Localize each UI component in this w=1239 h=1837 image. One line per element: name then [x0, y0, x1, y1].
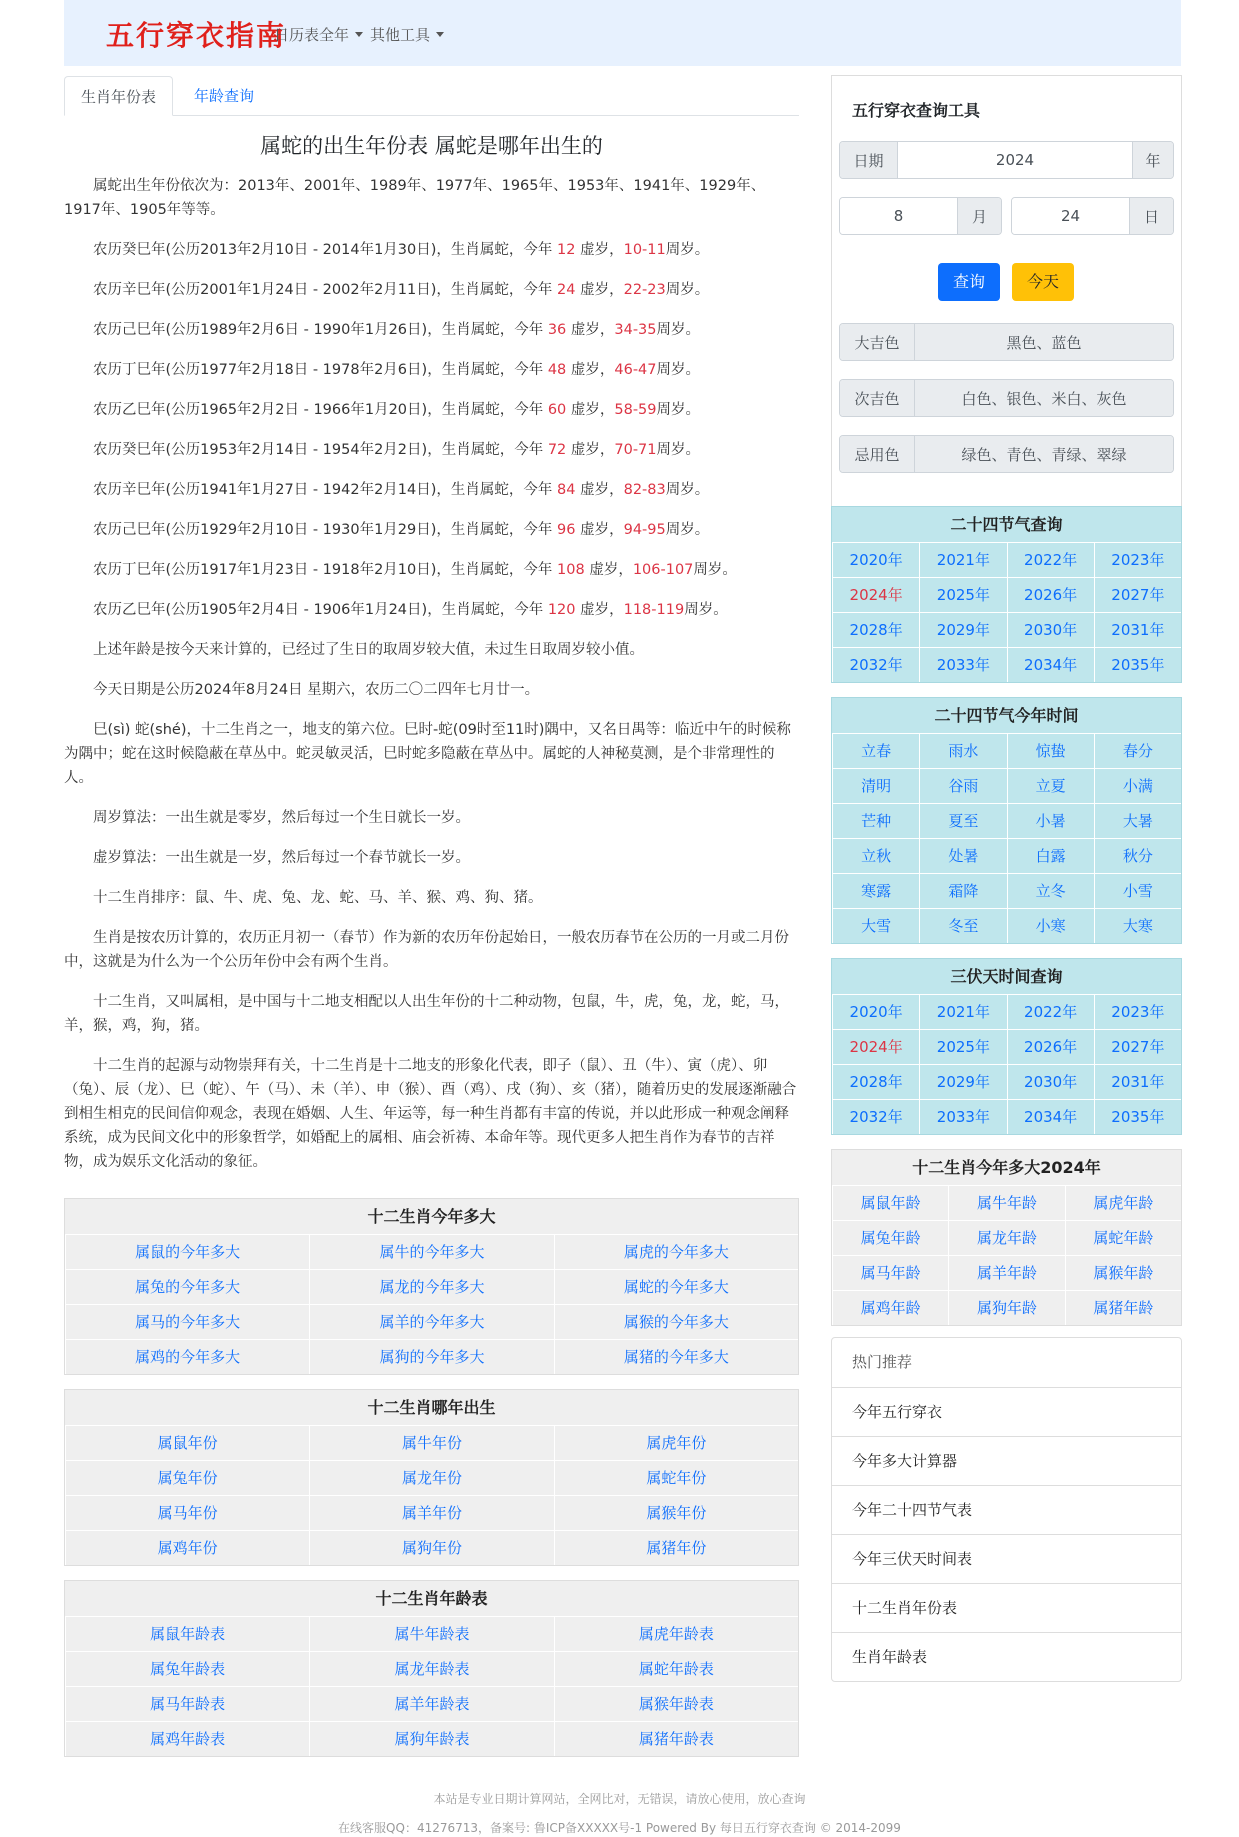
table-link[interactable]: 2025年: [919, 1029, 1006, 1064]
table-link[interactable]: 大雪: [832, 908, 919, 943]
table-link[interactable]: 属鼠年龄表: [65, 1616, 309, 1651]
table-link[interactable]: 秋分: [1094, 838, 1181, 873]
xu-suffix: 虚岁，: [575, 602, 624, 618]
year-row-text: 农历丁巳年(公历1977年2月18日 - 1978年2月6日)，生肖属蛇，今年: [93, 362, 548, 378]
table-link[interactable]: 属兔年份: [65, 1460, 309, 1495]
table-link[interactable]: 2021年: [919, 542, 1006, 577]
paragraph-list: [64, 638, 799, 1174]
zhou-suffix: 周岁。: [656, 362, 701, 378]
table-title: 二十四节气今年时间: [934, 706, 1079, 725]
avoid-color-row: [839, 435, 1174, 473]
table-link[interactable]: 属鸡的今年多大: [65, 1339, 309, 1374]
table-link[interactable]: 属牛年份: [309, 1425, 553, 1460]
zhou-age: 70-71: [614, 442, 657, 458]
chevron-down-icon: [355, 32, 363, 37]
year-row-text: 农历辛巳年(公历2001年1月24日 - 2002年2月11日)，生肖属蛇，今年: [93, 282, 558, 298]
table-link[interactable]: 立春: [832, 733, 919, 768]
table-cells: [65, 1616, 798, 1756]
table-link[interactable]: 2028年: [832, 1064, 919, 1099]
year-row-text: 农历丁巳年(公历1917年1月23日 - 1918年2月10日)，生肖属蛇，今年: [93, 562, 558, 578]
table-link[interactable]: 小雪: [1094, 873, 1181, 908]
table-link[interactable]: 属龙的今年多大: [309, 1269, 553, 1304]
table-link[interactable]: 属羊年龄表: [309, 1686, 553, 1721]
nav-menu-tools-label: 其他工具: [370, 26, 431, 44]
hot-item[interactable]: 今年五行穿衣: [832, 1387, 1181, 1436]
hot-item[interactable]: 今年二十四节气表: [832, 1485, 1181, 1534]
brand-logo[interactable]: 五行穿衣指南: [106, 19, 287, 52]
article-intro: 属蛇出生年份依次为：2013年、2001年、1989年、1977年、1965年、1953年、1941年、1929年、1917年、1905年等等。: [64, 178, 766, 218]
table-link[interactable]: 春分: [1094, 733, 1181, 768]
year-row: [64, 558, 799, 582]
table-link[interactable]: 属兔年龄表: [65, 1651, 309, 1686]
table-cells: [832, 994, 1181, 1134]
table-link[interactable]: 属猴的今年多大: [554, 1304, 798, 1339]
year-row: [64, 518, 799, 542]
day-input-group: [1011, 197, 1174, 235]
table-title: 三伏天时间查询: [950, 967, 1063, 986]
table-link[interactable]: 小暑: [1007, 803, 1094, 838]
table-link[interactable]: 属虎年份: [554, 1425, 798, 1460]
table-link[interactable]: 属猴年龄表: [554, 1686, 798, 1721]
table-link[interactable]: 小寒: [1007, 908, 1094, 943]
xu-age: 120: [547, 602, 576, 618]
table-zodiac-age: [64, 1198, 799, 1375]
table-link[interactable]: 冬至: [919, 908, 1006, 943]
xu-suffix: 虚岁，: [575, 522, 624, 538]
xu-age: 36: [547, 322, 567, 338]
table-link[interactable]: 属马年龄表: [65, 1686, 309, 1721]
zhou-suffix: 周岁。: [684, 602, 728, 618]
table-link[interactable]: 2021年: [919, 994, 1006, 1029]
table-link[interactable]: 立夏: [1007, 768, 1094, 803]
table-link[interactable]: 立秋: [832, 838, 919, 873]
table-link[interactable]: 2030年: [1007, 612, 1094, 647]
table-link[interactable]: 属马的今年多大: [65, 1304, 309, 1339]
day-unit: 日: [1130, 198, 1173, 234]
table-jieqi-time: [831, 697, 1182, 944]
month-unit: 月: [958, 198, 1001, 234]
table-link[interactable]: 2026年: [1007, 577, 1094, 612]
table-link[interactable]: 2027年: [1094, 1029, 1181, 1064]
year-unit: 年: [1133, 142, 1173, 178]
table-link[interactable]: 属兔年龄: [832, 1220, 948, 1255]
table-link[interactable]: 属鼠的今年多大: [65, 1234, 309, 1269]
table-link[interactable]: 属鼠年龄: [832, 1185, 948, 1220]
year-row: [64, 238, 799, 262]
table-link[interactable]: 属虎年龄表: [554, 1616, 798, 1651]
hot-item[interactable]: 今年多大计算器: [832, 1436, 1181, 1485]
article-paragraph: 生肖是按农历计算的，农历正月初一（春节）作为新的农历年份起始日，一般农历春节在公历的一月或二月份中，这就是为什么为一个公历年份中会有两个生肖。: [64, 930, 789, 970]
xu-suffix: 虚岁，: [566, 362, 615, 378]
table-link[interactable]: 惊蛰: [1007, 733, 1094, 768]
table-link[interactable]: 2031年: [1094, 612, 1181, 647]
table-cells: [65, 1425, 798, 1565]
year-row: [64, 278, 799, 302]
table-link[interactable]: 2029年: [919, 1064, 1006, 1099]
table-link[interactable]: 2024年: [832, 1029, 919, 1064]
second-color-value: 白色、银色、米白、灰色: [914, 380, 1173, 416]
table-link[interactable]: 2029年: [919, 612, 1006, 647]
table-link[interactable]: 2022年: [1007, 542, 1094, 577]
article-paragraph: 巳(sì) 蛇(shé)，十二生肖之一，地支的第六位。巳时-蛇(09时至11时)隅中，又名日禺等：临近中午的时候称为隅中；蛇在这时候隐蔽在草丛中。蛇灵敏灵活，巳时蛇多隐蔽在草丛中。属蛇的人神秘莫测，是个非常理性的人。: [64, 722, 791, 786]
zhou-age: 58-59: [614, 402, 657, 418]
year-row: [64, 438, 799, 462]
year-row: [64, 478, 799, 502]
xu-age: 48: [547, 362, 567, 378]
year-input[interactable]: 2024: [897, 142, 1133, 178]
zhou-suffix: 周岁。: [665, 282, 710, 298]
xu-suffix: 虚岁，: [575, 482, 624, 498]
xu-suffix: 虚岁，: [584, 562, 633, 578]
year-row-text: 农历癸巳年(公历1953年2月14日 - 1954年2月2日)，生肖属蛇，今年: [93, 442, 548, 458]
table-link[interactable]: 属羊年份: [309, 1495, 553, 1530]
table-link[interactable]: 2034年: [1007, 1099, 1094, 1134]
year-row: [64, 358, 799, 382]
zhou-age: 82-83: [623, 482, 666, 498]
footer-copyright: 在线客服QQ：41276713，备案号: 鲁ICP备XXXXX号-1 Powered By 每日五行穿衣查询 © 2014-2099: [338, 1821, 901, 1835]
nav-menu-calendar-label: 日历表全年: [274, 26, 350, 44]
table-link[interactable]: 雨水: [919, 733, 1006, 768]
xu-suffix: 虚岁，: [566, 322, 615, 338]
table-link[interactable]: 2032年: [832, 1099, 919, 1134]
table-link[interactable]: 2022年: [1007, 994, 1094, 1029]
table-link[interactable]: 2035年: [1094, 1099, 1181, 1134]
tab-bar: [64, 76, 799, 116]
tab-age-query[interactable]: 年龄查询: [194, 87, 255, 105]
hot-item[interactable]: 生肖年龄表: [832, 1632, 1181, 1681]
xu-suffix: 虚岁，: [575, 282, 624, 298]
lucky-color-value: 黑色、蓝色: [914, 324, 1173, 360]
table-link[interactable]: 清明: [832, 768, 919, 803]
table-link[interactable]: 属龙年份: [309, 1460, 553, 1495]
second-color-label: 次吉色: [840, 380, 914, 416]
zhou-suffix: 周岁。: [656, 322, 701, 338]
table-link[interactable]: 属猪年龄表: [554, 1721, 798, 1756]
year-row-text: 农历辛巳年(公历1941年1月27日 - 1942年2月14日)，生肖属蛇，今年: [93, 482, 558, 498]
month-input[interactable]: 8: [840, 198, 958, 234]
table-link[interactable]: 2023年: [1094, 542, 1181, 577]
hot-recommend-list: [831, 1337, 1182, 1682]
table-zodiac-agetable: [64, 1580, 799, 1757]
xu-suffix: 虚岁，: [566, 442, 615, 458]
article: [64, 130, 799, 1190]
table-link[interactable]: 属鸡年龄表: [65, 1721, 309, 1756]
zhou-age: 22-23: [623, 282, 666, 298]
table-link[interactable]: 属兔的今年多大: [65, 1269, 309, 1304]
table-link[interactable]: 2023年: [1094, 994, 1181, 1029]
nav-menu-tools[interactable]: [370, 24, 444, 45]
today-button[interactable]: 今天: [1012, 263, 1074, 301]
table-link[interactable]: 2034年: [1007, 647, 1094, 682]
month-input-group: [839, 197, 1002, 235]
hot-item[interactable]: 今年三伏天时间表: [832, 1534, 1181, 1583]
table-title: 十二生肖年龄表: [375, 1589, 488, 1608]
table-link[interactable]: 2020年: [832, 994, 919, 1029]
table-link[interactable]: 属蛇年龄表: [554, 1651, 798, 1686]
table-cells: [832, 733, 1181, 943]
table-link[interactable]: 大寒: [1094, 908, 1181, 943]
zhou-age: 10-11: [623, 242, 666, 258]
table-link[interactable]: 属猪年龄: [1065, 1290, 1181, 1325]
year-row-text: 农历己巳年(公历1929年2月10日 - 1930年1月29日)，生肖属蛇，今年: [93, 522, 558, 538]
table-link[interactable]: 大暑: [1094, 803, 1181, 838]
zhou-suffix: 周岁。: [656, 442, 701, 458]
date-label: 日期: [840, 142, 897, 178]
xu-age: 12: [557, 242, 576, 258]
xu-age: 108: [557, 562, 585, 578]
avoid-color-label: 忌用色: [840, 436, 914, 472]
table-link[interactable]: 2027年: [1094, 577, 1181, 612]
article-paragraph: 虚岁算法：一出生就是一岁，然后每过一个春节就长一岁。: [93, 850, 470, 866]
tool-title: 五行穿衣查询工具: [852, 101, 981, 120]
article-paragraph: 十二生肖排序：鼠、牛、虎、兔、龙、蛇、马、羊、猴、鸡、狗、猪。: [93, 890, 543, 906]
table-title: 十二生肖今年多大: [367, 1207, 496, 1226]
zhou-age: 106-107: [632, 562, 694, 578]
table-link[interactable]: 2035年: [1094, 647, 1181, 682]
hot-item[interactable]: 十二生肖年份表: [832, 1583, 1181, 1632]
table-link[interactable]: 属猴年份: [554, 1495, 798, 1530]
table-link[interactable]: 2033年: [919, 647, 1006, 682]
xu-age: 72: [547, 442, 567, 458]
tab-zodiac-years[interactable]: 生肖年份表: [64, 76, 173, 116]
table-link[interactable]: 属狗的今年多大: [309, 1339, 553, 1374]
zhou-suffix: 周岁。: [665, 242, 710, 258]
table-link[interactable]: 立冬: [1007, 873, 1094, 908]
second-color-row: [839, 379, 1174, 417]
table-zodiac-year: [64, 1389, 799, 1566]
table-link[interactable]: 小满: [1094, 768, 1181, 803]
table-link[interactable]: 属羊年龄: [948, 1255, 1064, 1290]
article-paragraph: 十二生肖的起源与动物崇拜有关，十二生肖是十二地支的形象化代表，即子（鼠）、丑（牛）、寅（虎）、卯（兔）、辰（龙）、巳（蛇）、午（马）、未（羊）、申（猴）、酉（鸡）、戌（狗）、亥（猪），随着历史的发展逐渐融合到相生相克的民间信仰观念，表现在婚姻、人生、年运等，每一种生肖都有丰富的传说，并以此形成一种观念阐释系统，成为民间文化中的形象哲学，如婚配上的属相、庙会祈祷、本命年等。现代更多人把生肖作为春节的吉祥物，成为娱乐文化活动的象征。: [64, 1058, 797, 1170]
table-link[interactable]: 属龙年龄表: [309, 1651, 553, 1686]
table-link[interactable]: 夏至: [919, 803, 1006, 838]
year-row-text: 农历乙巳年(公历1905年2月4日 - 1906年1月24日)，生肖属蛇，今年: [93, 602, 548, 618]
table-link[interactable]: 属鸡年份: [65, 1530, 309, 1565]
table-jieqi-years: [831, 506, 1182, 683]
zhou-suffix: 周岁。: [665, 482, 710, 498]
article-paragraph: 今天日期是公历2024年8月24日 星期六，农历二〇二四年七月廿一。: [93, 682, 540, 698]
table-link[interactable]: 2028年: [832, 612, 919, 647]
day-input[interactable]: 24: [1012, 198, 1130, 234]
xu-age: 60: [547, 402, 567, 418]
table-link[interactable]: 2026年: [1007, 1029, 1094, 1064]
table-link[interactable]: 属蛇的今年多大: [554, 1269, 798, 1304]
table-link[interactable]: 属蛇年份: [554, 1460, 798, 1495]
table-sanfu-years: [831, 958, 1182, 1135]
table-link[interactable]: 属牛的今年多大: [309, 1234, 553, 1269]
zhou-suffix: 周岁。: [693, 562, 737, 578]
zhou-suffix: 周岁。: [665, 522, 710, 538]
table-cells: [832, 542, 1181, 682]
table-link[interactable]: 2020年: [832, 542, 919, 577]
table-link[interactable]: 属虎的今年多大: [554, 1234, 798, 1269]
table-link[interactable]: 属马年龄: [832, 1255, 948, 1290]
table-link[interactable]: 白露: [1007, 838, 1094, 873]
xu-age: 84: [557, 482, 576, 498]
xu-suffix: 虚岁，: [575, 242, 624, 258]
zhou-suffix: 周岁。: [656, 402, 701, 418]
table-link[interactable]: 芒种: [832, 803, 919, 838]
table-link[interactable]: 2024年: [832, 577, 919, 612]
xu-age: 24: [557, 282, 576, 298]
chevron-down-icon: [436, 32, 444, 37]
navbar: [64, 0, 1181, 66]
zhou-age: 118-119: [623, 602, 685, 618]
table-zodiac-age-2024: [831, 1149, 1182, 1326]
nav-menu-calendar[interactable]: [274, 24, 363, 45]
table-link[interactable]: 属蛇年龄: [1065, 1220, 1181, 1255]
zhou-age: 46-47: [614, 362, 657, 378]
table-link[interactable]: 2032年: [832, 647, 919, 682]
table-link[interactable]: 属猪的今年多大: [554, 1339, 798, 1374]
year-row-text: 农历癸巳年(公历2013年2月10日 - 2014年1月30日)，生肖属蛇，今年: [93, 242, 558, 258]
avoid-color-value: 绿色、青色、青绿、翠绿: [914, 436, 1173, 472]
table-link[interactable]: 属龙年龄: [948, 1220, 1064, 1255]
table-link[interactable]: 2031年: [1094, 1064, 1181, 1099]
table-link[interactable]: 属牛年龄表: [309, 1616, 553, 1651]
table-link[interactable]: 属狗年龄: [948, 1290, 1064, 1325]
table-link[interactable]: 属鸡年龄: [832, 1290, 948, 1325]
article-paragraph: 周岁算法：一出生就是零岁，然后每过一个生日就长一岁。: [93, 810, 470, 826]
table-link[interactable]: 属马年份: [65, 1495, 309, 1530]
lucky-color-row: [839, 323, 1174, 361]
year-row-text: 农历乙巳年(公历1965年2月2日 - 1966年1月20日)，生肖属蛇，今年: [93, 402, 548, 418]
xu-suffix: 虚岁，: [566, 402, 615, 418]
table-link[interactable]: 谷雨: [919, 768, 1006, 803]
year-list: [64, 238, 799, 622]
year-row: [64, 598, 799, 622]
table-title: 二十四节气查询: [950, 515, 1063, 534]
table-link[interactable]: 属鼠年份: [65, 1425, 309, 1460]
table-title: 十二生肖今年多大2024年: [912, 1158, 1101, 1177]
table-link[interactable]: 霜降: [919, 873, 1006, 908]
year-row: [64, 318, 799, 342]
table-link[interactable]: 处暑: [919, 838, 1006, 873]
year-row-text: 农历己巳年(公历1989年2月6日 - 1990年1月26日)，生肖属蛇，今年: [93, 322, 548, 338]
wuxing-query-tool: [831, 75, 1182, 506]
table-cells: [832, 1185, 1181, 1325]
year-row: [64, 398, 799, 422]
table-link[interactable]: 寒露: [832, 873, 919, 908]
article-paragraph: 上述年龄是按今天来计算的，已经过了生日的取周岁较大值，未过生日取周岁较小值。: [93, 642, 644, 658]
table-link[interactable]: 属狗年份: [309, 1530, 553, 1565]
table-link[interactable]: 属猴年龄: [1065, 1255, 1181, 1290]
table-link[interactable]: 属牛年龄: [948, 1185, 1064, 1220]
table-link[interactable]: 属狗年龄表: [309, 1721, 553, 1756]
hot-title: 热门推荐: [852, 1353, 913, 1371]
lucky-color-label: 大吉色: [840, 324, 914, 360]
table-link[interactable]: 属羊的今年多大: [309, 1304, 553, 1339]
table-cells: [65, 1234, 798, 1374]
page-title: 属蛇的出生年份表 属蛇是哪年出生的: [260, 134, 603, 158]
query-button[interactable]: 查询: [938, 263, 1000, 301]
xu-age: 96: [557, 522, 576, 538]
year-input-group: [839, 141, 1174, 179]
table-link[interactable]: 属猪年份: [554, 1530, 798, 1565]
table-link[interactable]: 属虎年龄: [1065, 1185, 1181, 1220]
table-link[interactable]: 2030年: [1007, 1064, 1094, 1099]
table-link[interactable]: 2033年: [919, 1099, 1006, 1134]
zhou-age: 34-35: [614, 322, 657, 338]
table-title: 十二生肖哪年出生: [367, 1398, 496, 1417]
footer-notice: 本站是专业日期计算网站，全网比对，无错误，请放心使用，放心查询: [433, 1792, 806, 1806]
zhou-age: 94-95: [623, 522, 666, 538]
table-link[interactable]: 2025年: [919, 577, 1006, 612]
article-paragraph: 十二生肖，又叫属相，是中国与十二地支相配以人出生年份的十二种动物，包鼠，牛，虎，兔，龙，蛇，马，羊，猴，鸡，狗，猪。: [64, 994, 789, 1034]
